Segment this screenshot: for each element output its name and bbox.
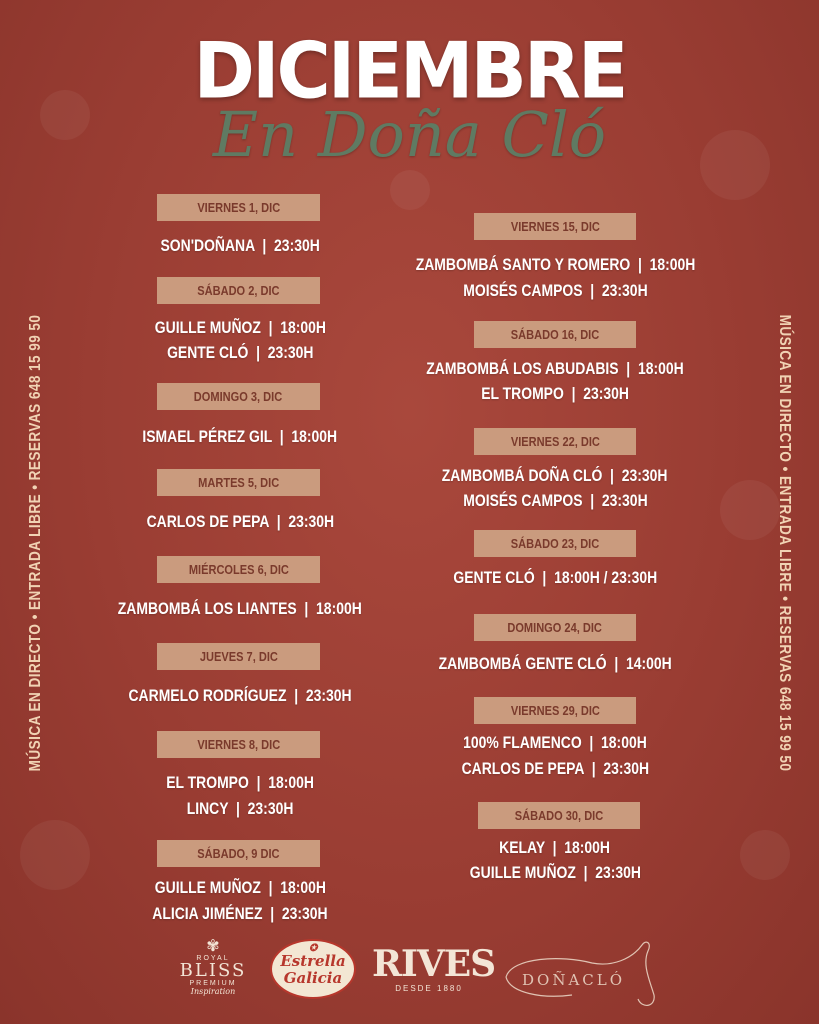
crest-icon: ✾ [206,938,220,955]
estrella-galicia-logo [270,939,356,999]
bokeh-decoration [740,830,790,880]
sponsor-logos [0,935,819,1015]
event-item: GENTE CLÓ | 23:30H [166,343,314,362]
estrella-line1: Estrella [280,952,346,970]
event-item: KELAY | 18:00H [499,838,611,857]
donaclo-name: DOÑACLÓ [522,971,626,989]
day-label: VIERNES 1, DIC [157,194,320,221]
rives-name: RIVES [372,943,496,985]
event-item: CARLOS DE PEPA | 23:30H [461,759,649,778]
event-item: GUILLE MUÑOZ | 18:00H [154,318,326,337]
royal-bliss-name: BLISS [179,960,247,981]
event-item: MOISÉS CAMPOS | 23:30H [462,281,648,300]
rives-sub: DESDE 1880 [395,984,463,993]
day-label: VIERNES 22, DIC [474,428,636,455]
event-item: 100% FLAMENCO | 18:00H [463,733,647,752]
day-label: MARTES 5, DIC [157,469,320,496]
event-item: GUILLE MUÑOZ | 18:00H [154,878,326,897]
page-title: DICIEMBRE [193,25,626,117]
event-item: ALICIA JIMÉNEZ | 23:30H [152,904,328,923]
page-subtitle: En Doña Cló [212,98,607,171]
day-label: VIERNES 29, DIC [474,697,636,724]
day-label: SÁBADO 30, DIC [478,802,640,829]
event-item: ZAMBOMBÁ GENTE CLÓ | 14:00H [438,654,672,673]
bokeh-decoration [20,820,90,890]
event-item: GUILLE MUÑOZ | 23:30H [469,863,641,882]
day-label: SÁBADO 16, DIC [474,321,636,348]
day-label: SÁBADO 23, DIC [474,530,636,557]
bokeh-decoration [390,170,430,210]
day-label: JUEVES 7, DIC [157,643,320,670]
event-item: EL TROMPO | 23:30H [481,384,629,403]
event-item: SON'DOÑANA | 23:30H [160,236,320,255]
star-icon: ✪ [309,943,318,954]
donaclo-logo [502,937,662,1011]
bokeh-decoration [720,480,780,540]
event-item: LINCY | 23:30H [186,799,294,818]
event-item: MOISÉS CAMPOS | 23:30H [462,491,648,510]
day-label: SÁBADO 2, DIC [157,277,320,304]
day-label: DOMINGO 3, DIC [157,383,320,410]
side-info-left: MÚSICA EN DIRECTO • ENTRADA LIBRE • RESERVAS 648 15 99 50 [27,314,44,772]
royal-bliss-script: Inspiration [190,987,236,996]
day-label: DOMINGO 24, DIC [474,614,636,641]
event-item: CARLOS DE PEPA | 23:30H [146,512,334,531]
estrella-line2: Galicia [283,969,343,987]
event-item: ZAMBOMBÁ LOS LIANTES | 18:00H [117,599,363,618]
day-label: VIERNES 8, DIC [157,731,320,758]
event-item: ZAMBOMBÁ SANTO Y ROMERO | 18:00H [415,255,696,274]
event-item: CARMELO RODRÍGUEZ | 23:30H [128,686,352,705]
royal-bliss-top: ROYAL [196,955,230,962]
event-item: EL TROMPO | 18:00H [166,773,314,792]
day-label: MIÉRCOLES 6, DIC [157,556,320,583]
day-label: SÁBADO, 9 DIC [157,840,320,867]
side-info-right: MÚSICA EN DIRECTO • ENTRADA LIBRE • RESERVAS 648 15 99 50 [776,314,793,772]
royal-bliss-logo [172,939,254,996]
rives-logo [372,943,496,993]
event-item: ISMAEL PÉREZ GIL | 18:00H [142,427,338,446]
royal-bliss-sub: PREMIUM [189,980,237,987]
event-item: GENTE CLÓ | 18:00H / 23:30H [453,568,657,587]
event-item: ZAMBOMBÁ DOÑA CLÓ | 23:30H [442,466,668,485]
day-label: VIERNES 15, DIC [474,213,636,240]
event-item: ZAMBOMBÁ LOS ABUDABIS | 18:00H [426,359,684,378]
